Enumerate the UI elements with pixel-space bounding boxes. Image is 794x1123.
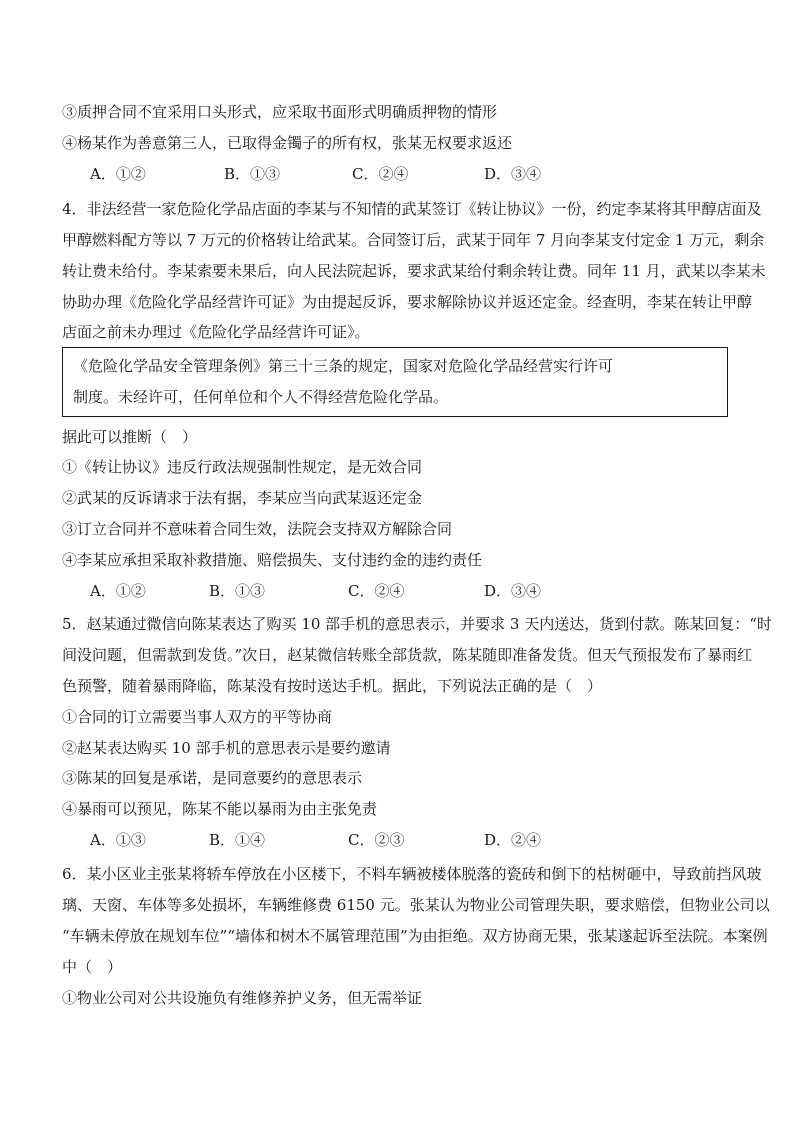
q4-statement-4: ④李某应承担采取补救措施、赔偿损失、支付违约金的违约责任 xyxy=(62,551,483,569)
q5-statement-3: ③陈某的回复是承诺，是同意要约的意思表示 xyxy=(62,769,363,787)
q5-statement-2: ②赵某表达购买 10 部手机的意思表示是要约邀请 xyxy=(62,739,391,757)
q6-stem-line-4: 中（ ） xyxy=(62,958,123,976)
q3-option-a: A．①② xyxy=(90,165,146,183)
q5-option-d: D．②④ xyxy=(484,831,542,849)
q5-statement-4: ④暴雨可以预见，陈某不能以暴雨为由主张免责 xyxy=(62,800,378,818)
q4-statement-1: ①《转让协议》违反行政法规强制性规定，是无效合同 xyxy=(62,458,423,476)
q4-stem-line-2: 甲醇燃料配方等以 7 万元的价格转让给武某。合同签订后，武某于同年 7 月向李某支付定金 1 万元，剩余 xyxy=(62,231,765,249)
q4-stem-line-4: 协助办理《危险化学品经营许可证》为由提起反诉，要求解除协议并返还定金。经查明，李某在转让甲醇 xyxy=(62,293,753,311)
q5-option-a: A．①③ xyxy=(90,831,146,849)
q4-stem-line-5: 店面之前未办理过《危险化学品经营许可证》。 xyxy=(62,323,370,341)
q5-stem-line-3: 色预警，随着暴雨降临，陈某没有按时送达手机。据此，下列说法正确的是（ ） xyxy=(62,677,603,695)
q4-option-d: D．③④ xyxy=(484,582,542,600)
q4-stem-line-1: 4．非法经营一家危险化学品店面的李某与不知情的武某签订《转让协议》一份，约定李某将其甲醇店面及 xyxy=(62,200,762,218)
q5-stem-line-2: 间没问题，但需款到发货。”次日，赵某微信转账全部货款，陈某随即准备发货。但天气预报发布了暴雨红 xyxy=(62,646,753,664)
q5-option-b: B．①④ xyxy=(209,831,266,849)
q5-option-c: C．②③ xyxy=(348,831,405,849)
q3-statement-3: ③质押合同不宜采用口头形式，应采取书面形式明确质押物的情形 xyxy=(62,103,498,121)
q3-option-c: C．②④ xyxy=(352,165,409,183)
q5-stem-line-1: 5．赵某通过微信向陈某表达了购买 10 部手机的意思表示，并要求 3 天内送达，货到付款。陈某回复：“时 xyxy=(62,615,772,633)
q4-statement-2: ②武某的反诉请求于法有据，李某应当向武某返还定金 xyxy=(62,489,423,507)
q6-stem-line-2: 璃、天窗、车体等多处损坏，车辆维修费 6150 元。张某认为物业公司管理失职，要求赔偿，但物业公司以 xyxy=(62,896,770,914)
q4-option-c: C．②④ xyxy=(348,582,405,600)
q4-box-line-1: 《危险化学品安全管理条例》第三十三条的规定，国家对危险化学品经营实行许可 xyxy=(73,357,614,375)
q3-statement-4: ④杨某作为善意第三人，已取得金镯子的所有权，张某无权要求返还 xyxy=(62,134,513,152)
q3-option-d: D．③④ xyxy=(484,165,542,183)
q4-stem-line-3: 转让费未给付。李某索要未果后，向人民法院起诉，要求武某给付剩余转让费。同年 11 月，武某以李某未 xyxy=(62,262,766,280)
q4-box-line-2: 制度。未经许可，任何单位和个人不得经营危险化学品。 xyxy=(73,388,449,406)
q6-stem-line-3: “车辆未停放在规划车位”“墙体和树木不属管理范围”为由拒绝。双方协商无果，张某遂起诉至法院。本案例 xyxy=(62,927,768,945)
q6-stem-line-1: 6．某小区业主张某将轿车停放在小区楼下，不料车辆被楼体脱落的瓷砖和倒下的枯树砸中，导致前挡风玻 xyxy=(62,865,762,883)
q5-statement-1: ①合同的订立需要当事人双方的平等协商 xyxy=(62,708,333,726)
q4-regulation-box xyxy=(62,347,728,417)
q4-prompt: 据此可以推断（ ） xyxy=(62,428,198,446)
q4-option-a: A．①② xyxy=(90,582,146,600)
q4-statement-3: ③订立合同并不意味着合同生效，法院会支持双方解除合同 xyxy=(62,520,453,538)
q6-statement-1: ①物业公司对公共设施负有维修养护义务，但无需举证 xyxy=(62,989,423,1007)
q4-option-b: B．①③ xyxy=(209,582,266,600)
q3-option-b: B．①③ xyxy=(224,165,281,183)
